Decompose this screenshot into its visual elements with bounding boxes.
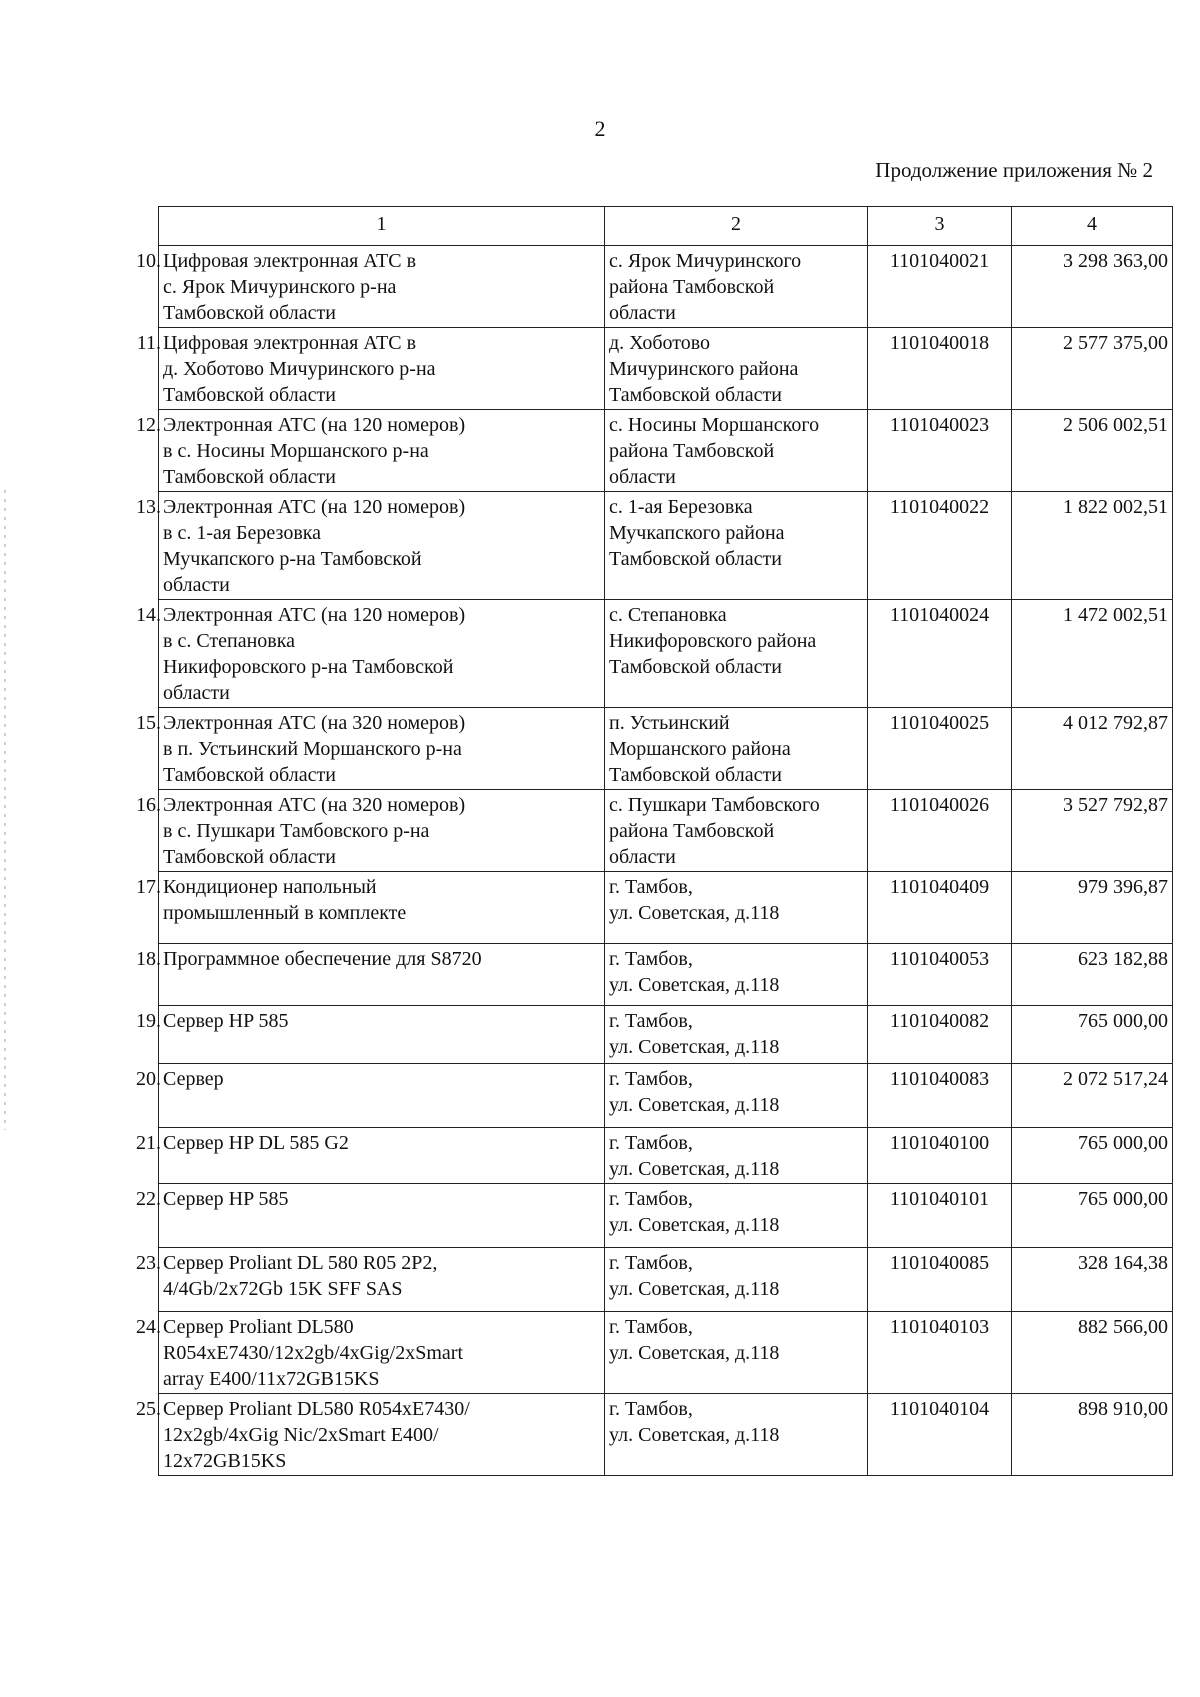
item-name-cell	[136, 1128, 605, 1184]
item-name-cell	[136, 246, 605, 328]
inventory-number: 1101040024	[868, 600, 1012, 708]
item-location: г. Тамбов, ул. Советская, д.118	[605, 1184, 868, 1248]
book-value: 3 527 792,87	[1012, 790, 1173, 872]
item-number: 21.	[136, 1132, 161, 1154]
item-name: Электронная АТС (на 320 номеров) в с. Пушкари Тамбовского р-на Тамбовской области	[163, 794, 466, 868]
item-location: г. Тамбов, ул. Советская, д.118	[605, 1394, 868, 1476]
item-name-cell	[136, 410, 605, 492]
item-name-cell	[136, 492, 605, 600]
table-row	[159, 1248, 1173, 1312]
item-location: с. 1-ая Березовка Мучкапского района Тамбовской области	[605, 492, 868, 600]
book-value: 765 000,00	[1012, 1184, 1173, 1248]
item-name: Сервер	[163, 1068, 224, 1090]
item-number: 12.	[136, 414, 161, 436]
item-number: 15.	[136, 712, 161, 734]
item-name: Цифровая электронная АТС в с. Ярок Мичуринского р-на Тамбовской области	[163, 250, 417, 324]
column-header-4: 4	[1012, 207, 1173, 246]
item-number: 23.	[136, 1252, 161, 1274]
book-value: 765 000,00	[1012, 1006, 1173, 1064]
table-row	[159, 872, 1173, 944]
appendix-continuation-title: Продолжение приложения № 2	[875, 158, 1153, 182]
item-name-cell	[136, 708, 605, 790]
item-name: Электронная АТС (на 120 номеров) в с. Степановка Никифоровского р-на Тамбовской области	[163, 604, 466, 704]
column-header-1: 1	[159, 207, 605, 246]
item-name: Цифровая электронная АТС в д. Хоботово Мичуринского р-на Тамбовской области	[163, 332, 436, 406]
book-value: 623 182,88	[1012, 944, 1173, 1006]
item-name: Электронная АТС (на 320 номеров) в п. Устьинский Моршанского р-на Тамбовской области	[163, 712, 466, 786]
item-name: Сервер Proliant DL580 R054xE7430/12x2gb/4xGig/2xSmart array E400/11x72GB15KS	[163, 1316, 463, 1390]
item-name: Электронная АТС (на 120 номеров) в с. Носины Моршанского р-на Тамбовской области	[163, 414, 466, 488]
item-location: с. Пушкари Тамбовского района Тамбовской области	[605, 790, 868, 872]
page-number: 2	[594, 116, 606, 141]
table-row	[159, 600, 1173, 708]
item-name: Сервер Proliant DL580 R054xE7430/ 12x2gb/4xGig Nic/2xSmart E400/ 12x72GB15KS	[163, 1398, 470, 1472]
item-location: г. Тамбов, ул. Советская, д.118	[605, 1006, 868, 1064]
table-body	[136, 246, 1173, 1476]
item-name-cell	[136, 1312, 605, 1394]
item-name: Программное обеспечение для S8720	[163, 948, 482, 970]
column-header-3: 3	[868, 207, 1012, 246]
table-row	[159, 1184, 1173, 1248]
book-value: 3 298 363,00	[1012, 246, 1173, 328]
book-value: 1 822 002,51	[1012, 492, 1173, 600]
item-name-cell	[136, 1064, 605, 1128]
item-location: г. Тамбов, ул. Советская, д.118	[605, 944, 868, 1006]
item-location: с. Носины Моршанского района Тамбовской области	[605, 410, 868, 492]
item-number: 22.	[136, 1188, 161, 1210]
inventory-number: 1101040053	[868, 944, 1012, 1006]
asset-table	[136, 206, 1173, 1476]
inventory-number: 1101040409	[868, 872, 1012, 944]
item-location: г. Тамбов, ул. Советская, д.118	[605, 1064, 868, 1128]
item-number: 24.	[136, 1316, 161, 1338]
book-value: 4 012 792,87	[1012, 708, 1173, 790]
item-name-cell	[136, 944, 605, 1006]
table-row	[159, 328, 1173, 410]
item-name-cell	[136, 1394, 605, 1476]
inventory-number: 1101040025	[868, 708, 1012, 790]
item-name-cell	[136, 328, 605, 410]
item-number: 16.	[136, 794, 161, 816]
inventory-number: 1101040083	[868, 1064, 1012, 1128]
item-location: п. Устьинский Моршанского района Тамбовской области	[605, 708, 868, 790]
item-number: 19.	[136, 1010, 161, 1032]
inventory-number: 1101040021	[868, 246, 1012, 328]
item-name-cell	[136, 600, 605, 708]
inventory-number: 1101040100	[868, 1128, 1012, 1184]
item-location: г. Тамбов, ул. Советская, д.118	[605, 872, 868, 944]
inventory-number: 1101040101	[868, 1184, 1012, 1248]
table-row	[159, 1394, 1173, 1476]
table-row	[159, 1006, 1173, 1064]
item-number: 10.	[136, 250, 161, 272]
item-location: д. Хоботово Мичуринского района Тамбовской области	[605, 328, 868, 410]
table-row	[159, 492, 1173, 600]
book-value: 898 910,00	[1012, 1394, 1173, 1476]
inventory-number: 1101040018	[868, 328, 1012, 410]
inventory-number: 1101040026	[868, 790, 1012, 872]
item-name-cell	[136, 1248, 605, 1312]
item-number: 14.	[136, 604, 161, 626]
book-value: 328 164,38	[1012, 1248, 1173, 1312]
book-value: 979 396,87	[1012, 872, 1173, 944]
table-row	[159, 1312, 1173, 1394]
book-value: 882 566,00	[1012, 1312, 1173, 1394]
table-row	[159, 708, 1173, 790]
item-number: 17.	[136, 876, 161, 898]
column-header-2: 2	[605, 207, 868, 246]
item-location: с. Степановка Никифоровского района Тамбовской области	[605, 600, 868, 708]
book-value: 2 506 002,51	[1012, 410, 1173, 492]
item-location: г. Тамбов, ул. Советская, д.118	[605, 1128, 868, 1184]
table-row	[159, 790, 1173, 872]
item-number: 13.	[136, 496, 161, 518]
item-name-cell	[136, 1184, 605, 1248]
table-header-row	[159, 207, 1173, 246]
item-number: 11.	[136, 332, 161, 354]
table-row	[159, 410, 1173, 492]
table-row	[159, 944, 1173, 1006]
inventory-number: 1101040085	[868, 1248, 1012, 1312]
inventory-number: 1101040082	[868, 1006, 1012, 1064]
item-name-cell	[136, 1006, 605, 1064]
item-location: с. Ярок Мичуринского района Тамбовской области	[605, 246, 868, 328]
table-row	[159, 1064, 1173, 1128]
book-value: 765 000,00	[1012, 1128, 1173, 1184]
scan-edge-marks	[4, 490, 6, 1130]
item-name: Электронная АТС (на 120 номеров) в с. 1-ая Березовка Мучкапского р-на Тамбовской области	[163, 496, 466, 596]
table-row	[159, 1128, 1173, 1184]
book-value: 2 072 517,24	[1012, 1064, 1173, 1128]
inventory-number: 1101040022	[868, 492, 1012, 600]
item-number: 25.	[136, 1398, 161, 1420]
item-name: Сервер HP DL 585 G2	[163, 1132, 349, 1154]
inventory-number: 1101040104	[868, 1394, 1012, 1476]
item-name: Сервер HP 585	[163, 1010, 289, 1032]
table-row	[159, 246, 1173, 328]
inventory-number: 1101040103	[868, 1312, 1012, 1394]
item-name-cell	[136, 872, 605, 944]
inventory-number: 1101040023	[868, 410, 1012, 492]
item-name: Сервер Proliant DL 580 R05 2P2, 4/4Gb/2x72Gb 15K SFF SAS	[163, 1252, 438, 1300]
item-location: г. Тамбов, ул. Советская, д.118	[605, 1248, 868, 1312]
item-number: 18.	[136, 948, 161, 970]
item-location: г. Тамбов, ул. Советская, д.118	[605, 1312, 868, 1394]
book-value: 2 577 375,00	[1012, 328, 1173, 410]
book-value: 1 472 002,51	[1012, 600, 1173, 708]
item-name-cell	[136, 790, 605, 872]
item-name: Кондиционер напольный промышленный в комплекте	[163, 876, 407, 924]
item-name: Сервер HP 585	[163, 1188, 289, 1210]
item-number: 20.	[136, 1068, 161, 1090]
